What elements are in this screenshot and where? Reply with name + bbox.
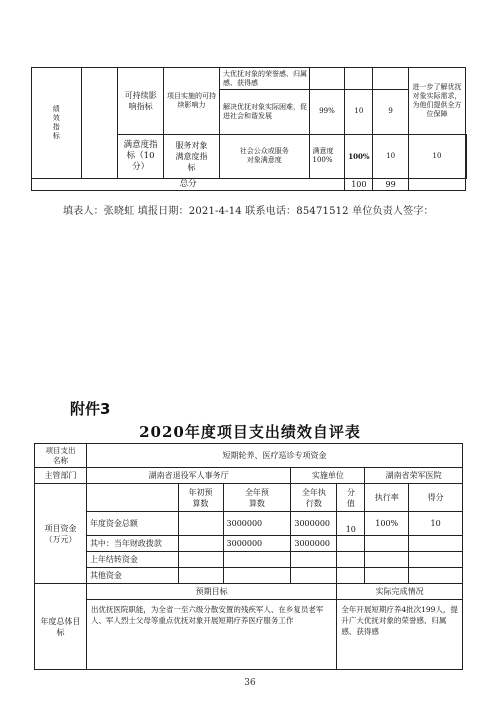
h-exec-rate: 执行率 [365,484,409,512]
row2-target: 99% [309,90,345,134]
row-carry-label: 上年结转资金 [86,552,178,568]
row-carry-c5 [365,552,409,568]
row-total-score: 10 [337,512,365,536]
row-fiscal-score [337,536,365,552]
h-got: 得分 [409,484,463,512]
total-label: 总分 [32,178,345,190]
service-label: 服务对象满意度指标 [164,134,220,178]
goal-label: 年度总体目标 [35,584,87,670]
impl-label: 实施单位 [291,468,365,484]
row-other-c2 [223,568,291,584]
total-score: 100 [345,178,373,190]
row-other-c5 [365,568,409,584]
impl-value: 湖南省荣军医院 [365,468,463,484]
annex-label: 附件3 [70,400,111,418]
goal-expected: 出优抚医院职能，为全省一至六级分散安置的残疾军人、在乡复员老军人、军人烈士父母等重点优抚对象开展短期疗养医疗服务工作 [86,600,336,670]
row2-note: 进一步了解优抚对象实际需求，为他们提供全方位保障 [409,68,466,135]
row-total-budget: 3000000 [223,512,291,536]
row1-score [345,68,373,90]
page-title: 2020年度项目支出绩效自评表 [139,423,361,441]
row-fiscal-rate [365,536,409,552]
row-carry-c2 [223,552,291,568]
dept-value: 湖南省退役军人事务厅 [86,468,290,484]
row2-got: 9 [373,90,409,134]
row-total-rate: 100% [365,512,409,536]
self-evaluation-table [34,443,463,670]
row-carry-c3 [291,552,337,568]
page-number: 36 [244,678,256,688]
sustain-sub: 项目实施的可持续影响力 [164,68,220,135]
row1-got [373,68,409,90]
performance-indicators-table [31,67,467,191]
fill-info-line: 填表人：张晓虹 填报日期：2021-4-14 联系电话：85471512 单位负责人签字： [63,206,434,217]
funds-header-blank [86,484,178,512]
row-fiscal-year-start [178,536,223,552]
total-got: 99 [373,178,409,190]
row-total-got: 10 [409,512,463,536]
row-fiscal-exec: 3000000 [291,536,337,552]
blank-cell [81,68,118,179]
row3-score: 10 [373,134,409,178]
project-name: 短期轮养、医疗巡诊专项资金 [86,444,462,468]
row1-text: 大优抚对象的荣誉感、归属感、获得感 [219,68,309,90]
goal-expected-header: 预期目标 [86,584,336,600]
project-name-label: 项目支出名称 [35,444,87,468]
funds-label: 项目资金（万元） [35,484,87,584]
sustain-label: 可持续影响指标 [118,68,164,135]
h-year-start: 年初预算数 [178,484,223,512]
h-full-exec: 全年执行数 [291,484,337,512]
row-fiscal-label: 其中：当年财政拨款 [86,536,178,552]
row-total-year-start [178,512,223,536]
row-carry-c4 [337,552,365,568]
row1-target [309,68,345,90]
perf-indicator-label: 绩效指标 [32,68,82,179]
row-carry-c1 [178,552,223,568]
dept-label: 主管部门 [35,468,87,484]
row-total-exec: 3000000 [291,512,337,536]
h-full-budget: 全年预算数 [223,484,291,512]
sat-indicator-label: 满意度指标（10分） [118,134,164,178]
row3-got: 10 [409,134,466,178]
h-score: 分值 [337,484,365,512]
row-other-c4 [337,568,365,584]
row3-target: 100% [345,134,373,178]
row-other-c3 [291,568,337,584]
row-other-c6 [409,568,463,584]
row-carry-c6 [409,552,463,568]
total-note [409,178,466,190]
row-total-label: 年度资金总额 [86,512,178,536]
row3-note [466,134,467,178]
goal-actual-header: 实际完成情况 [337,584,463,600]
row-other-c1 [178,568,223,584]
row-fiscal-got [409,536,463,552]
row-other-label: 其他资金 [86,568,178,584]
row2-score: 10 [345,90,373,134]
service-sub: 社会公众或服务对象满意度 [219,134,309,178]
row-fiscal-budget: 3000000 [223,536,291,552]
row2-text: 解决优抚对象实际困难，促进社会和谐发展 [219,90,309,134]
row3-text: 满意度100% [309,134,345,178]
goal-actual: 全年开展短期疗养4批次199人，提升广大优抚对象的荣誉感、归属感、获得感 [337,600,463,670]
